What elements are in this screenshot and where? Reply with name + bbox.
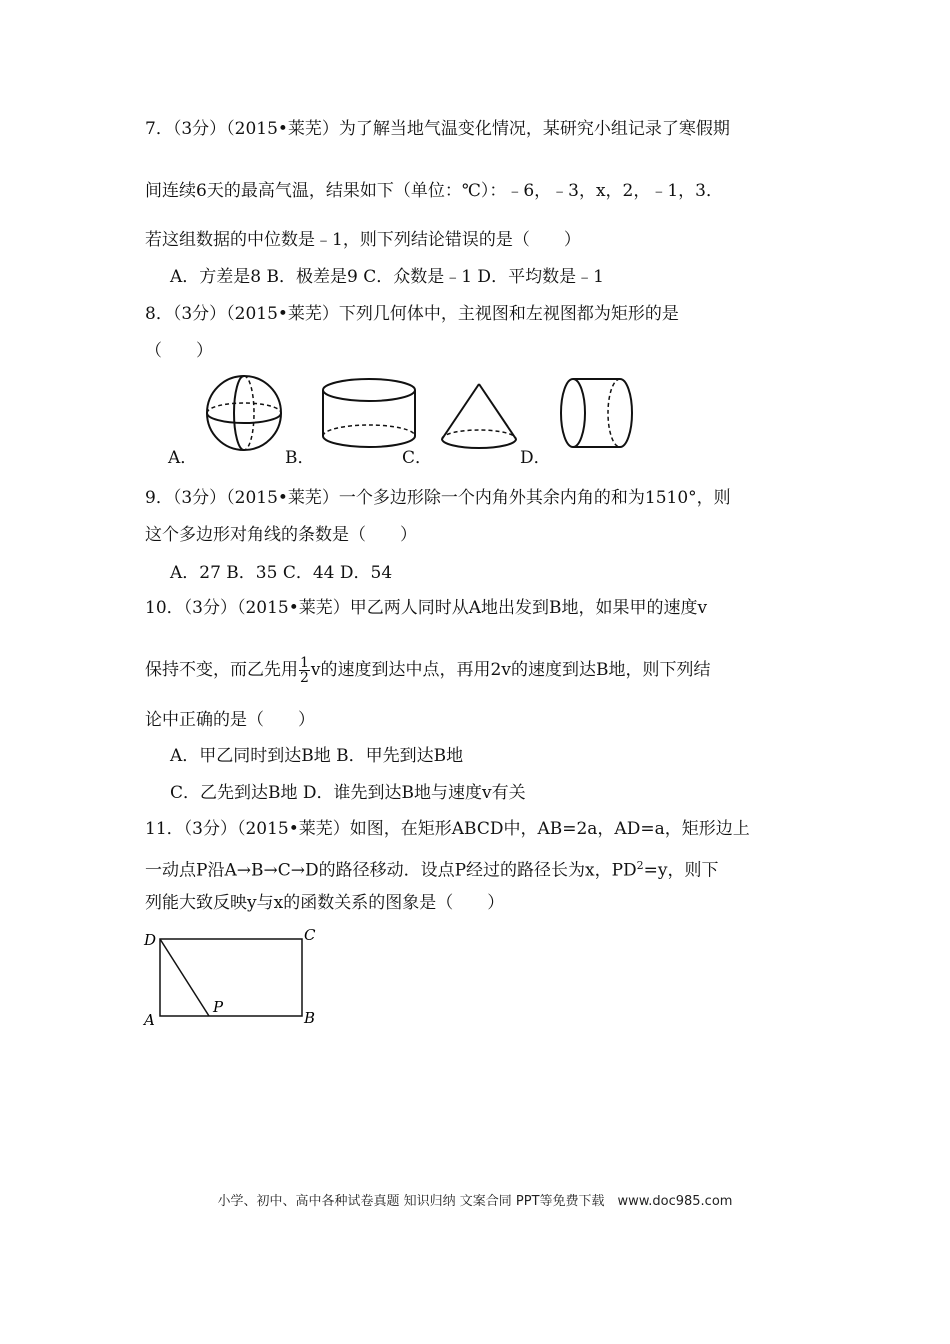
q11-superscript: 2 [636, 859, 644, 872]
fraction-numerator: 1 [300, 655, 309, 671]
label-a: A [144, 1011, 155, 1029]
label-c: C [304, 926, 316, 944]
q11-line2-post: =y，则下 [643, 860, 719, 881]
q9-stem-line2: 这个多边形对角线的条数是（ ） [145, 525, 417, 545]
q11-stem-line2 [145, 855, 719, 882]
q8-label-c: C． [402, 448, 433, 468]
q8-stem-line2: （ ） [145, 341, 213, 361]
q7-options: A．方差是8 B．极差是9 C．众数是﹣1 D．平均数是﹣1 [170, 267, 604, 287]
q10-line2-post: v的速度到达中点，再用2v的速度到达B地，则下列结 [310, 660, 711, 680]
q10-stem-line1: 10．（3分）（2015•莱芜）甲乙两人同时从A地出发到B地，如果甲的速度v [145, 598, 708, 618]
label-d: D [144, 931, 157, 949]
q7-stem-line3: 若这组数据的中位数是﹣1，则下列结论错误的是（ ） [145, 230, 581, 250]
q9-stem-line1: 9．（3分）（2015•莱芜）一个多边形除一个内角外其余内角的和为1510°，则 [145, 488, 731, 508]
q8-stem-line1: 8．（3分）（2015•莱芜）下列几何体中，主视图和左视图都为矩形的是 [145, 304, 679, 324]
q8-label-a: A． [168, 448, 198, 468]
q9-options: A．27 B．35 C．44 D．54 [170, 563, 393, 583]
q7-stem-line1: 7．（3分）（2015•莱芜）为了解当地气温变化情况，某研究小组记录了寒假期 [145, 119, 730, 139]
fraction-one-half [299, 656, 310, 685]
cylinder-lying-figure [561, 379, 632, 447]
q10-options-line1: A．甲乙同时到达B地 B．甲先到达B地 [170, 746, 464, 766]
q11-rectangle-figure [140, 925, 330, 1030]
q10-line2-pre: 保持不变，而乙先用 [145, 660, 298, 680]
cylinder-upright-figure [323, 379, 415, 447]
page-footer: 小学、初中、高中各种试卷真题 知识归纳 文案合同 PPT等免费下载 www.doc985.com [217, 1194, 733, 1209]
q10-stem-line3: 论中正确的是（ ） [145, 710, 315, 730]
fraction-denominator: 2 [300, 670, 309, 686]
cone-figure [442, 384, 516, 448]
q8-label-b: B． [285, 448, 315, 468]
q10-options-line2: C．乙先到达B地 D．谁先到达B地与速度v有关 [170, 783, 526, 803]
q11-stem-line3: 列能大致反映y与x的函数关系的图象是（ ） [145, 893, 505, 913]
q11-stem-line1: 11．（3分）（2015•莱芜）如图，在矩形ABCD中，AB=2a，AD=a，矩形边上 [145, 819, 750, 839]
sphere-figure [207, 376, 281, 450]
label-b: B [304, 1009, 316, 1027]
q8-label-d: D． [520, 448, 551, 468]
label-p: P [213, 998, 224, 1016]
q7-stem-line2: 间连续6天的最高气温，结果如下（单位：℃）：﹣6，﹣3，x，2，﹣1，3． [145, 181, 723, 201]
q11-line2-pre: 一动点P沿A→B→C→D的路径移动．设点P经过的路径长为x，PD [145, 860, 637, 881]
q10-stem-line2 [145, 656, 710, 685]
